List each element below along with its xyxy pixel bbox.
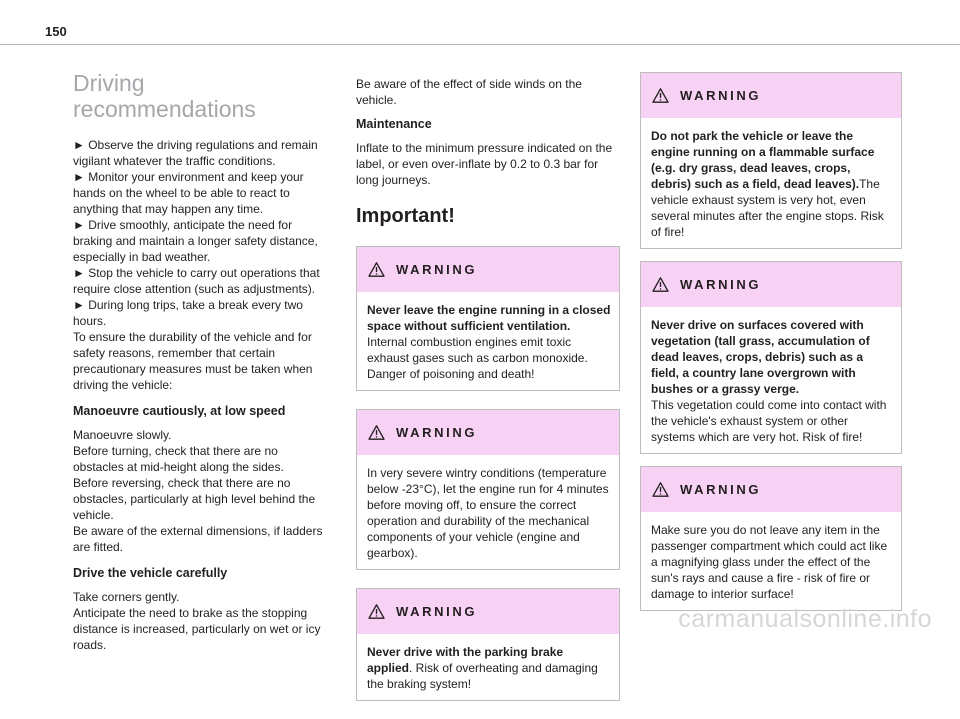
section-paragraph: Take corners gently. [73, 589, 180, 604]
warning-emphasis: Never leave the engine running in a closed space without sufficient ventilation. [367, 303, 611, 333]
warning-body [357, 455, 619, 569]
warning-body [641, 118, 901, 248]
warning-triangle-icon [368, 604, 385, 619]
warning-body [357, 292, 619, 390]
warning-label: WARNING [396, 262, 478, 277]
section-heading-maintenance: Maintenance [356, 117, 432, 131]
section-paragraph: Manoeuvre slowly. [73, 427, 172, 442]
intro-paragraph: ► Monitor your environment and keep your hands on the wheel to be able to react to anything that may happen any time. [73, 169, 304, 216]
watermark-text: carmanualsonline.info [678, 605, 932, 633]
warning-body [641, 512, 901, 610]
intro-paragraph: To ensure the durability of the vehicle and for safety reasons, remember that certain precautionary measures must be taken when driving the vehicle: [73, 329, 313, 392]
page-number: 150 [45, 24, 67, 39]
warning-text: This vegetation could come into contact with the vehicle's exhaust system or other systems which are very hot. Risk of fire! [651, 398, 887, 444]
intro-paragraph: ► During long trips, take a break every two hours. [73, 297, 303, 328]
warning-body [357, 634, 619, 700]
warning-box-parking-brake [356, 588, 620, 701]
warning-triangle-icon [368, 262, 385, 277]
warning-triangle-icon [652, 277, 669, 292]
warning-text: . Risk of overheating and damaging the braking system! [367, 661, 598, 691]
warning-header [641, 262, 901, 307]
warning-label: WARNING [680, 88, 762, 103]
warning-header [641, 73, 901, 118]
warning-triangle-icon [652, 482, 669, 497]
warning-box-ventilation [356, 246, 620, 391]
column-2 [356, 76, 620, 719]
important-heading: Important! [356, 205, 455, 227]
warning-box-magnifying [640, 466, 902, 611]
warning-text: Internal combustion engines emit toxic exhaust gases such as carbon monoxide. Danger of poisoning and death! [367, 335, 588, 381]
warning-box-wintry [356, 409, 620, 570]
maintenance-paragraph: Inflate to the minimum pressure indicated on the label, or even over-inflate by 0.2 to 0.3 bar for long journeys. [356, 141, 613, 187]
section-paragraph: Anticipate the need to brake as the stopping distance is increased, particularly on wet or icy roads. [73, 605, 321, 652]
warning-header [357, 410, 619, 455]
warning-box-flammable-surface [640, 72, 902, 249]
column-1 [73, 70, 330, 653]
warning-label: WARNING [680, 277, 762, 292]
warning-emphasis: Never drive with the parking brake applied [367, 645, 564, 675]
warning-label: WARNING [396, 604, 478, 619]
warning-triangle-icon [652, 88, 669, 103]
warning-emphasis: Never drive on surfaces covered with vegetation (tall grass, accumulation of dead leaves, crops, debris) such as a field, a country lane overgrown with bushes or a grassy verge. [651, 318, 870, 396]
section-paragraph: Before turning, check that there are no obstacles at mid-height along the sides. [73, 443, 284, 474]
warning-label: WARNING [680, 482, 762, 497]
warning-header [641, 467, 901, 512]
section-heading-drive-carefully: Drive the vehicle carefully [73, 565, 228, 580]
intro-paragraph: ► Stop the vehicle to carry out operations that require close attention (such as adjustments). [73, 265, 320, 296]
warning-header [357, 247, 619, 292]
warning-emphasis: Do not park the vehicle or leave the engine running on a flammable surface (e.g. dry grass, dead leaves, crops, debris) such as a field, dead leaves). [651, 129, 875, 191]
side-winds-paragraph: Be aware of the effect of side winds on the vehicle. [356, 77, 582, 107]
warning-header [357, 589, 619, 634]
section-heading-manoeuvre: Manoeuvre cautiously, at low speed [73, 403, 286, 418]
intro-paragraph: ► Drive smoothly, anticipate the need for braking and maintain a longer safety distance, especially in bad weather. [73, 217, 318, 264]
intro-paragraph: ► Observe the driving regulations and remain vigilant whatever the traffic conditions. [73, 137, 318, 168]
warning-text: Make sure you do not leave any item in the passenger compartment which could act like a magnifying glass under the effect of the sun's rays and cause a fire - risk of fire or damage to interior surface! [651, 523, 888, 601]
warning-body [641, 307, 901, 453]
warning-label: WARNING [396, 425, 478, 440]
warning-triangle-icon [368, 425, 385, 440]
section-paragraph: Before reversing, check that there are no obstacles, particularly at high level behind the vehicle. [73, 475, 316, 522]
column-3 [640, 72, 902, 629]
warning-text: The vehicle exhaust system is very hot, even several minutes after the engine stops. Risk of fire! [651, 177, 884, 239]
page-title: Driving recommendations [73, 70, 256, 123]
warning-box-vegetation [640, 261, 902, 454]
section-paragraph: Be aware of the external dimensions, if ladders are fitted. [73, 523, 323, 554]
warning-text: In very severe wintry conditions (temperature below -23°C), let the engine run for 4 minutes before moving off, to ensure the correct operation and durability of the mechanical components of your vehicle (engine and gearbox). [367, 466, 609, 560]
header-divider [0, 44, 960, 45]
